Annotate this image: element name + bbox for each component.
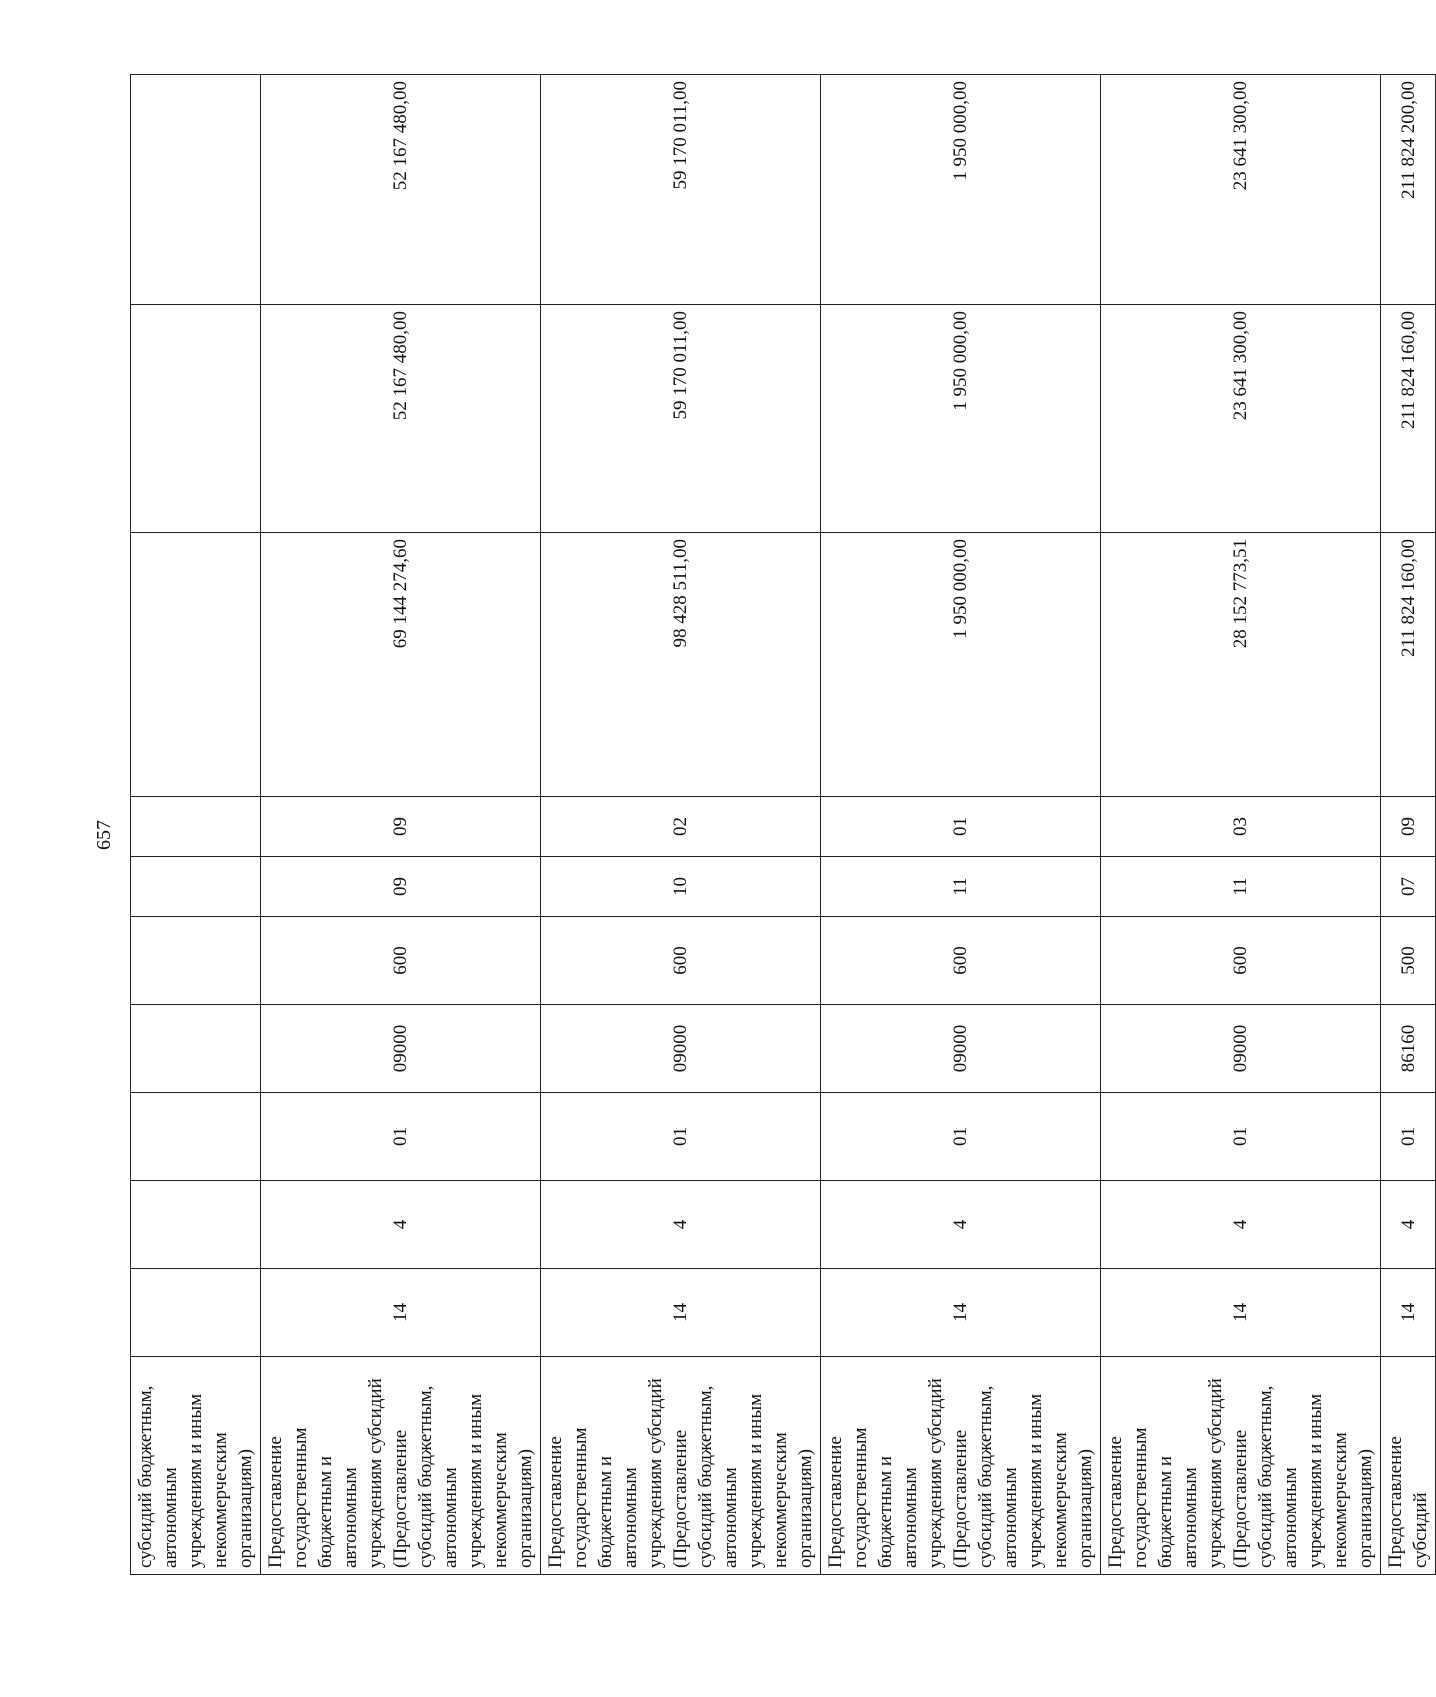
code-cell: 4 bbox=[1381, 1181, 1436, 1269]
code-cell: 11 bbox=[1101, 857, 1381, 917]
page-number: 657 bbox=[93, 820, 115, 850]
code-cell: 600 bbox=[541, 917, 821, 1005]
code-cell: 09000 bbox=[1101, 1005, 1381, 1093]
row-name-cell: Предоставление государственным бюджетным и автономным учреждениям субсидий (Предоставление субсидий бюджетным, автономным учреждениям и иным некоммерческим организациям) bbox=[261, 1357, 541, 1575]
row-name-cell: Предоставление государственным бюджетным и автономным учреждениям субсидий (Предоставление субсидий бюджетным, автономным учреждениям и иным некоммерческим организациям) bbox=[821, 1357, 1101, 1575]
code-cell bbox=[131, 1093, 261, 1181]
table-row bbox=[541, 75, 821, 1575]
table-row bbox=[261, 75, 541, 1575]
table-row bbox=[821, 75, 1101, 1575]
table-row bbox=[1381, 75, 1436, 1575]
amount-cell: 211 824 160,00 bbox=[1381, 305, 1436, 533]
amount-cell: 1 950 000,00 bbox=[821, 75, 1101, 305]
code-cell: 09000 bbox=[261, 1005, 541, 1093]
amount-cell bbox=[131, 75, 261, 305]
code-cell bbox=[131, 1181, 261, 1269]
code-cell: 4 bbox=[261, 1181, 541, 1269]
amount-cell bbox=[131, 533, 261, 797]
amount-cell: 69 144 274,60 bbox=[261, 533, 541, 797]
code-cell: 600 bbox=[261, 917, 541, 1005]
code-cell: 600 bbox=[1101, 917, 1381, 1005]
row-name-cell: Предоставление государственным бюджетным и автономным учреждениям субсидий (Предоставление субсидий бюджетным, автономным учреждениям и иным некоммерческим организациям) bbox=[541, 1357, 821, 1575]
row-name-cell: Предоставление субсидий bbox=[1381, 1357, 1436, 1575]
amount-cell: 59 170 011,00 bbox=[541, 305, 821, 533]
code-cell: 14 bbox=[261, 1269, 541, 1357]
amount-cell: 52 167 480,00 bbox=[261, 75, 541, 305]
amount-cell: 98 428 511,00 bbox=[541, 533, 821, 797]
code-cell: 01 bbox=[821, 1093, 1101, 1181]
code-cell: 14 bbox=[541, 1269, 821, 1357]
amount-cell: 28 152 773,51 bbox=[1101, 533, 1381, 797]
code-cell: 09000 bbox=[541, 1005, 821, 1093]
code-cell bbox=[131, 917, 261, 1005]
amount-cell: 23 641 300,00 bbox=[1101, 75, 1381, 305]
code-cell: 600 bbox=[821, 917, 1101, 1005]
code-cell: 14 bbox=[1381, 1269, 1436, 1357]
code-cell: 09 bbox=[261, 797, 541, 857]
code-cell bbox=[131, 797, 261, 857]
code-cell bbox=[131, 857, 261, 917]
code-cell: 09000 bbox=[821, 1005, 1101, 1093]
code-cell: 01 bbox=[261, 1093, 541, 1181]
code-cell: 01 bbox=[1381, 1093, 1436, 1181]
code-cell: 01 bbox=[1101, 1093, 1381, 1181]
amount-cell: 23 641 300,00 bbox=[1101, 305, 1381, 533]
code-cell: 14 bbox=[821, 1269, 1101, 1357]
amount-cell: 1 950 000,00 bbox=[821, 305, 1101, 533]
code-cell bbox=[131, 1269, 261, 1357]
code-cell: 01 bbox=[821, 797, 1101, 857]
amount-cell: 59 170 011,00 bbox=[541, 75, 821, 305]
code-cell: 4 bbox=[541, 1181, 821, 1269]
rotated-table-container bbox=[130, 75, 1431, 1575]
row-name-cell: Предоставление государственным бюджетным и автономным учреждениям субсидий (Предоставление субсидий бюджетным, автономным учреждениям и иным некоммерческим организациям) bbox=[1101, 1357, 1381, 1575]
table-row bbox=[1101, 75, 1381, 1575]
code-cell: 07 bbox=[1381, 857, 1436, 917]
amount-cell: 1 950 000,00 bbox=[821, 533, 1101, 797]
code-cell: 03 bbox=[1101, 797, 1381, 857]
row-name-cell: субсидий бюджетным, автономным учреждениям и иным некоммерческим организациям) bbox=[131, 1357, 261, 1575]
amount-cell: 211 824 160,00 bbox=[1381, 533, 1436, 797]
code-cell: 09 bbox=[261, 857, 541, 917]
code-cell: 11 bbox=[821, 857, 1101, 917]
code-cell: 02 bbox=[541, 797, 821, 857]
amount-cell: 52 167 480,00 bbox=[261, 305, 541, 533]
code-cell: 4 bbox=[821, 1181, 1101, 1269]
table-row bbox=[131, 75, 261, 1575]
budget-table bbox=[130, 74, 1436, 1575]
code-cell: 14 bbox=[1101, 1269, 1381, 1357]
amount-cell bbox=[131, 305, 261, 533]
code-cell: 01 bbox=[541, 1093, 821, 1181]
code-cell: 10 bbox=[541, 857, 821, 917]
code-cell: 500 bbox=[1381, 917, 1436, 1005]
code-cell: 86160 bbox=[1381, 1005, 1436, 1093]
code-cell: 09 bbox=[1381, 797, 1436, 857]
code-cell bbox=[131, 1005, 261, 1093]
amount-cell: 211 824 200,00 bbox=[1381, 75, 1436, 305]
code-cell: 4 bbox=[1101, 1181, 1381, 1269]
